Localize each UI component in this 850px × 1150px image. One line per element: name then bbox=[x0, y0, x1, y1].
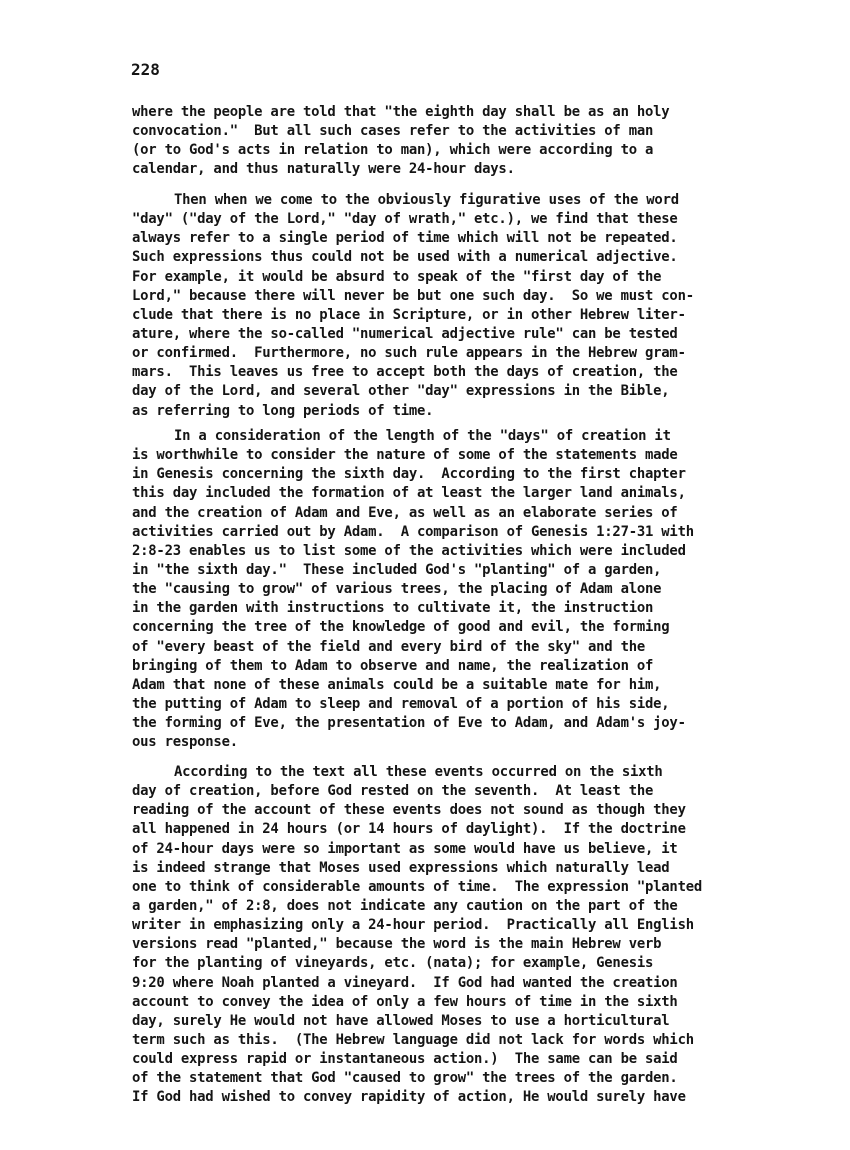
text-line: the putting of Adam to sleep and removal of a portion of his side, bbox=[132, 695, 670, 712]
text-line: 2:8-23 enables us to list some of the activities which were included bbox=[132, 542, 686, 559]
text-line: as referring to long periods of time. bbox=[132, 402, 434, 419]
text-line: is worthwhile to consider the nature of some of the statements made bbox=[132, 447, 678, 464]
text-line: or confirmed. Furthermore, no such rule appears in the Hebrew gram- bbox=[132, 345, 686, 362]
text-line: Then when we come to the obviously figurative uses of the word bbox=[174, 192, 679, 208]
paragraph-3 bbox=[132, 427, 732, 752]
text-line: (or to God's acts in relation to man), which were according to a bbox=[132, 142, 654, 159]
text-line: activities carried out by Adam. A comparison of Genesis 1:27-31 with bbox=[132, 523, 694, 540]
text-line: the "causing to grow" of various trees, the placing of Adam alone bbox=[132, 581, 662, 598]
text-line: According to the text all these events occurred on the sixth bbox=[174, 764, 663, 780]
text-line: could express rapid or instantaneous action.) The same can be said bbox=[132, 1051, 678, 1068]
text-line: concerning the tree of the knowledge of good and evil, the forming bbox=[132, 619, 670, 636]
text-line: and the creation of Adam and Eve, as well as an elaborate series of bbox=[132, 504, 678, 521]
text-line: this day included the formation of at least the larger land animals, bbox=[132, 485, 686, 502]
text-line: a garden," of 2:8, does not indicate any caution on the part of the bbox=[132, 897, 678, 914]
text-line: versions read "planted," because the word is the main Hebrew verb bbox=[132, 936, 662, 953]
text-line: always refer to a single period of time which will not be repeated. bbox=[132, 230, 678, 247]
text-line: one to think of considerable amounts of time. The expression "planted bbox=[132, 878, 703, 895]
text-line: 9:20 where Noah planted a vineyard. If God had wanted the creation bbox=[132, 974, 678, 991]
text-line: day of creation, before God rested on the seventh. At least the bbox=[132, 783, 654, 800]
text-line: of the statement that God "caused to grow" the trees of the garden. bbox=[132, 1070, 678, 1087]
text-line: is indeed strange that Moses used expressions which naturally lead bbox=[132, 859, 670, 876]
text-line: For example, it would be absurd to speak of the "first day of the bbox=[132, 268, 662, 285]
text-line: bringing of them to Adam to observe and name, the realization of bbox=[132, 657, 654, 674]
text-line: day, surely He would not have allowed Moses to use a horticultural bbox=[132, 1012, 670, 1029]
text-line: Such expressions thus could not be used with a numerical adjective. bbox=[132, 249, 678, 266]
paragraph-4 bbox=[132, 763, 732, 1108]
text-line: of "every beast of the field and every bird of the sky" and the bbox=[132, 638, 646, 655]
text-line: If God had wished to convey rapidity of action, He would surely have bbox=[132, 1089, 686, 1106]
text-line: ous response. bbox=[132, 734, 238, 751]
text-line: clude that there is no place in Scripture, or in other Hebrew liter- bbox=[132, 306, 686, 323]
text-line: writer in emphasizing only a 24-hour period. Practically all English bbox=[132, 917, 694, 934]
text-line: Adam that none of these animals could be a suitable mate for him, bbox=[132, 676, 662, 693]
text-line: Lord," because there will never be but one such day. So we must con- bbox=[132, 287, 694, 304]
text-line: "day" ("day of the Lord," "day of wrath," etc.), we find that these bbox=[132, 211, 678, 228]
paragraph-2 bbox=[132, 191, 732, 421]
text-line: in the garden with instructions to cultivate it, the instruction bbox=[132, 600, 654, 617]
text-line: in Genesis concerning the sixth day. According to the first chapter bbox=[132, 466, 686, 483]
text-line: term such as this. (The Hebrew language did not lack for words which bbox=[132, 1031, 694, 1048]
text-line: calendar, and thus naturally were 24-hour days. bbox=[132, 161, 515, 178]
text-line: account to convey the idea of only a few hours of time in the sixth bbox=[132, 993, 678, 1010]
text-line: ature, where the so-called "numerical adjective rule" can be tested bbox=[132, 325, 678, 342]
text-line: In a consideration of the length of the "days" of creation it bbox=[174, 428, 671, 444]
text-line: convocation." But all such cases refer to the activities of man bbox=[132, 123, 654, 140]
text-line: for the planting of vineyards, etc. (nata); for example, Genesis bbox=[132, 955, 654, 972]
text-line: in "the sixth day." These included God's "planting" of a garden, bbox=[132, 561, 662, 578]
text-line: of 24-hour days were so important as some would have us believe, it bbox=[132, 840, 678, 857]
page-number: 228 bbox=[131, 60, 160, 79]
text-line: reading of the account of these events does not sound as though they bbox=[132, 802, 686, 819]
text-line: all happened in 24 hours (or 14 hours of daylight). If the doctrine bbox=[132, 821, 686, 838]
paragraph-1 bbox=[132, 103, 732, 180]
text-line: the forming of Eve, the presentation of Eve to Adam, and Adam's joy- bbox=[132, 715, 686, 732]
text-line: day of the Lord, and several other "day" expressions in the Bible, bbox=[132, 383, 670, 400]
text-line: mars. This leaves us free to accept both the days of creation, the bbox=[132, 364, 678, 381]
text-line: where the people are told that "the eighth day shall be as an holy bbox=[132, 104, 670, 120]
